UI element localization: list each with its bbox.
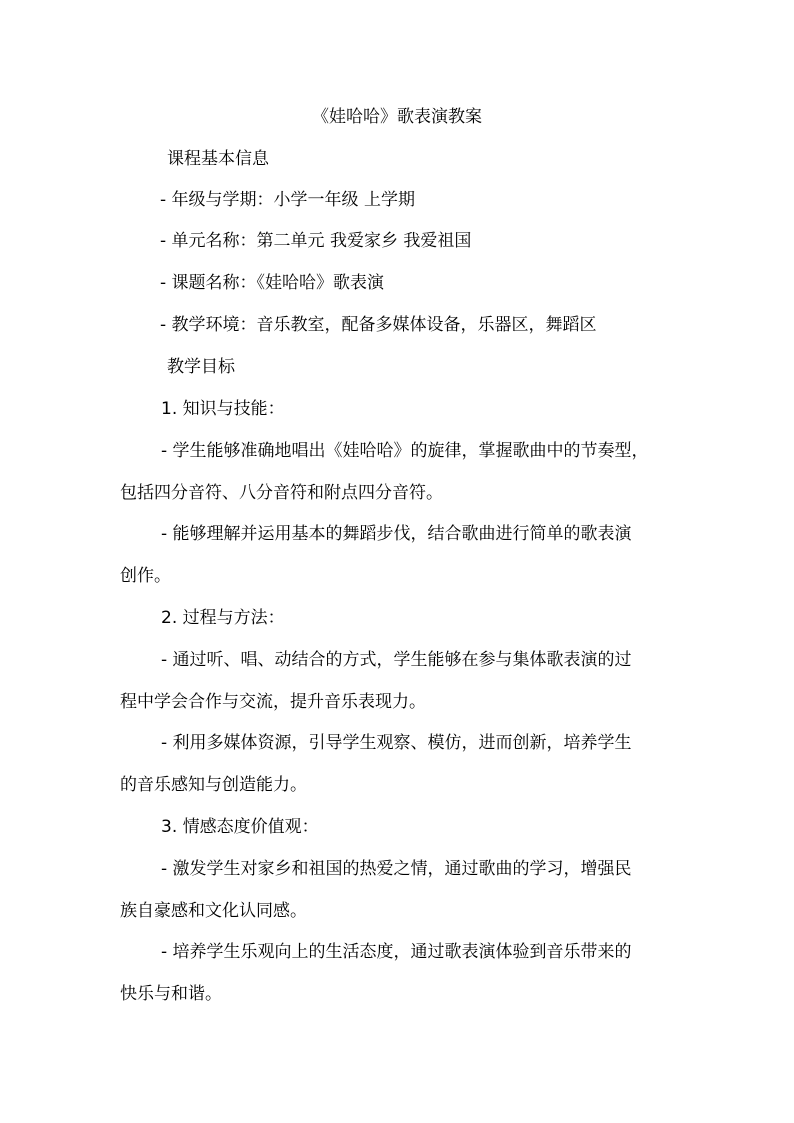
goal-emotion-paragraph-1-line-2: 族自豪感和文化认同感。 — [120, 901, 307, 921]
goal-knowledge-paragraph-1-line-1: - 学生能够准确地唱出《娃哈哈》的旋律，掌握歌曲中的节奏型， — [161, 441, 649, 461]
document-title: 《娃哈哈》歌表演教案 — [312, 107, 482, 127]
goal-emotion-values-heading: 3. 情感态度价值观： — [161, 817, 319, 837]
goal-process-paragraph-2-line-2: 的音乐感知与创造能力。 — [120, 775, 307, 795]
goal-knowledge-skills-heading: 1. 知识与技能： — [161, 399, 285, 419]
info-grade-semester: - 年级与学期：小学一年级 上学期 — [160, 190, 415, 210]
section-heading-course-info: 课程基本信息 — [167, 149, 269, 169]
goal-process-paragraph-1-line-2: 程中学会合作与交流，提升音乐表现力。 — [120, 692, 426, 712]
info-lesson-title: - 课题名称：《娃哈哈》歌表演 — [160, 273, 385, 293]
goal-knowledge-paragraph-1-line-2: 包括四分音符、八分音符和附点四分音符。 — [120, 483, 443, 503]
goal-emotion-paragraph-2-line-1: - 培养学生乐观向上的生活态度，通过歌表演体验到音乐带来的 — [161, 942, 632, 962]
goal-process-methods-heading: 2. 过程与方法： — [161, 608, 285, 628]
goal-emotion-paragraph-2-line-2: 快乐与和谐。 — [120, 984, 222, 1004]
goal-process-paragraph-1-line-1: - 通过听、唱、动结合的方式，学生能够在参与集体歌表演的过 — [161, 650, 632, 670]
info-teaching-environment: - 教学环境：音乐教室，配备多媒体设备，乐器区，舞蹈区 — [160, 315, 597, 335]
goal-knowledge-paragraph-2-line-1: - 能够理解并运用基本的舞蹈步伐，结合歌曲进行简单的歌表演 — [161, 524, 632, 544]
section-heading-teaching-goals: 教学目标 — [167, 357, 235, 377]
goal-process-paragraph-2-line-1: - 利用多媒体资源，引导学生观察、模仿，进而创新，培养学生 — [161, 733, 632, 753]
goal-emotion-paragraph-1-line-1: - 激发学生对家乡和祖国的热爱之情，通过歌曲的学习，增强民 — [161, 859, 632, 879]
info-unit-name: - 单元名称：第二单元 我爱家乡 我爱祖国 — [160, 231, 472, 251]
goal-knowledge-paragraph-2-line-2: 创作。 — [120, 566, 171, 586]
